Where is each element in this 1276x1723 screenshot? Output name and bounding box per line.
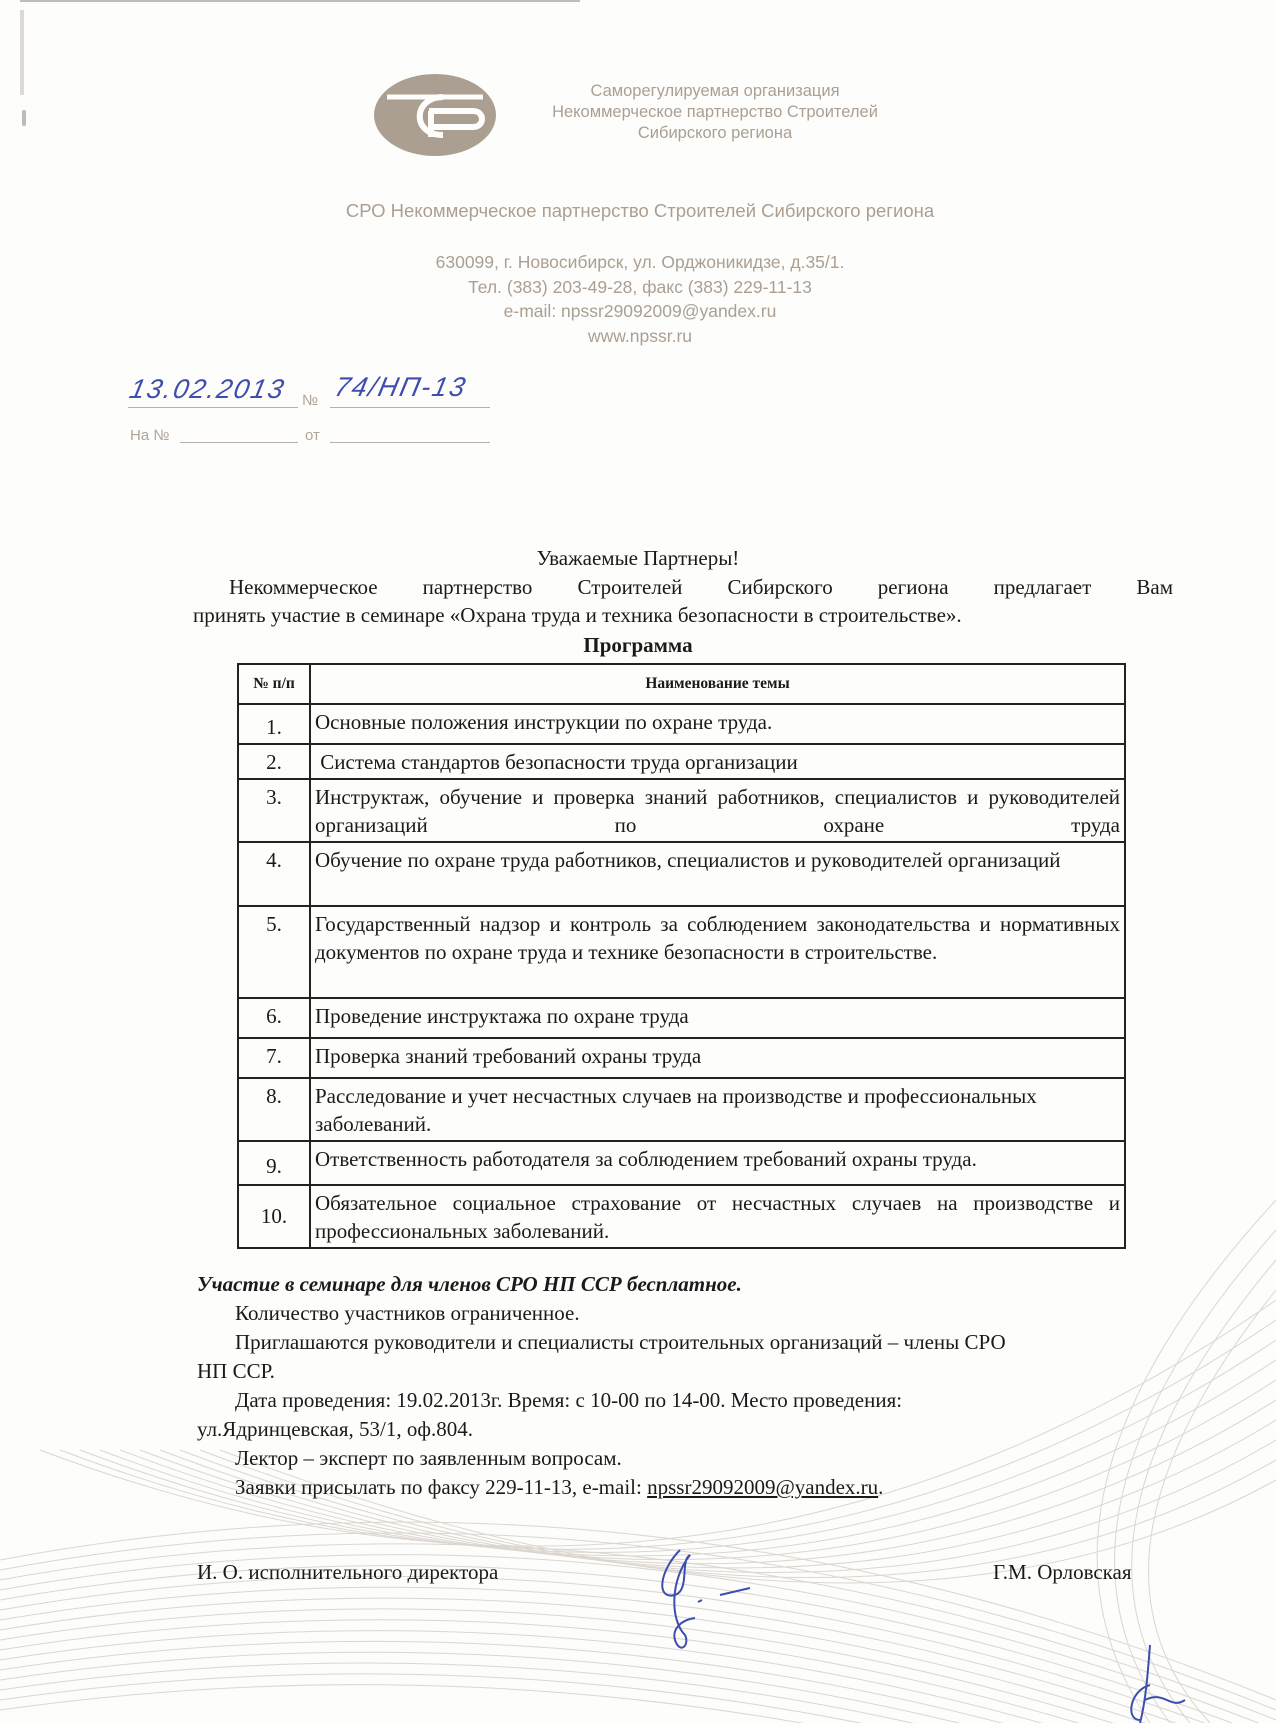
org-line: Некоммерческое партнерство Строителей bbox=[552, 103, 878, 121]
table-row bbox=[238, 779, 1125, 842]
table-row bbox=[238, 1141, 1125, 1185]
number-label: № bbox=[302, 392, 319, 409]
application-line bbox=[197, 1473, 1177, 1502]
company-full-name: СРО Некоммерческое партнерство Строителей Сибирского региона bbox=[345, 200, 935, 221]
handwritten-signature-icon bbox=[650, 1540, 810, 1660]
table-row bbox=[238, 744, 1125, 779]
application-text: Заявки присылать по факсу 229-11-13, e-mail: bbox=[235, 1475, 648, 1499]
reply-number-label: На № bbox=[130, 427, 170, 444]
row-topic: Расследование и учет несчастных случаев на производстве и профессиональных заболеваний. bbox=[310, 1078, 1125, 1141]
row-topic: Обучение по охране труда работников, специалистов и руководителей организаций bbox=[310, 842, 1125, 906]
application-suffix: . bbox=[878, 1475, 884, 1499]
row-topic: Система стандартов безопасности труда организации bbox=[310, 744, 1125, 779]
program-title: Программа bbox=[583, 633, 693, 657]
row-number: 10. bbox=[238, 1185, 310, 1248]
venue-line: ул.Ядринцевская, 53/1, оф.804. bbox=[197, 1417, 473, 1441]
intro-line: Некоммерческое партнерство Строителей Сибирского региона предлагает Вам bbox=[229, 575, 1173, 599]
scan-top-edge bbox=[20, 0, 580, 2]
phone-fax: Тел. (383) 203-49-28, факс (383) 229-11-13 bbox=[468, 276, 812, 297]
scan-left-edge bbox=[20, 10, 24, 95]
row-number: 2. bbox=[238, 744, 310, 779]
contact-address-block bbox=[330, 250, 950, 348]
row-number: 5. bbox=[238, 906, 310, 998]
reply-date-line bbox=[330, 442, 490, 443]
intro-line: принять участие в семинаре «Охрана труда и техника безопасности в строительстве». bbox=[193, 603, 962, 627]
row-number: 9. bbox=[238, 1141, 310, 1185]
row-number: 6. bbox=[238, 998, 310, 1038]
free-participation-note: Участие в семинаре для членов СРО НП ССР бесплатное. bbox=[197, 1272, 742, 1296]
row-number: 3. bbox=[238, 779, 310, 842]
org-title-block bbox=[520, 81, 910, 144]
table-row bbox=[238, 998, 1125, 1038]
handwritten-date: 13.02.2013 bbox=[126, 374, 289, 404]
row-topic: Обязательное социальное страхование от несчастных случаев на производстве и профессиональных заболеваний. bbox=[310, 1185, 1125, 1248]
contact-email: e-mail: npssr29092009@yandex.ru bbox=[503, 301, 777, 321]
table-row bbox=[238, 1038, 1125, 1078]
scan-hole-mark bbox=[22, 110, 26, 126]
lecturer-line: Лектор – эксперт по заявленным вопросам. bbox=[235, 1446, 622, 1470]
intro-paragraph bbox=[193, 573, 1173, 629]
row-number: 8. bbox=[238, 1078, 310, 1141]
signatory-position: И. О. исполнительного директора bbox=[197, 1560, 499, 1584]
org-line: Сибирского региона bbox=[637, 124, 793, 142]
signatory-name: Г.М. Орловская bbox=[993, 1560, 1132, 1584]
column-header-topic: Наименование темы bbox=[310, 664, 1125, 704]
row-topic: Основные положения инструкции по охране труда. bbox=[310, 704, 1125, 744]
row-topic: Инструктаж, обучение и проверка знаний работников, специалистов и руководителей организаций по охране труда bbox=[310, 779, 1125, 842]
greeting: Уважаемые Партнеры! bbox=[536, 546, 740, 570]
postal-address: 630099, г. Новосибирск, ул. Орджоникидзе, д.35/1. bbox=[435, 252, 845, 272]
limited-seats-note: Количество участников ограниченное. bbox=[235, 1301, 580, 1325]
row-topic: Проверка знаний требований охраны труда bbox=[310, 1038, 1125, 1078]
date-underline bbox=[128, 407, 298, 408]
website: www.npssr.ru bbox=[587, 325, 693, 346]
seminar-details bbox=[197, 1270, 1177, 1502]
row-number: 1. bbox=[238, 704, 310, 744]
column-header-number: № п/п bbox=[238, 664, 310, 704]
row-topic: Государственный надзор и контроль за соблюдением законодательства и нормативных документов по охране труда и технике безопасности в строительстве. bbox=[310, 906, 1125, 998]
handwritten-number: 74/НП-13 bbox=[331, 372, 470, 402]
row-number: 7. bbox=[238, 1038, 310, 1078]
reply-from-label: от bbox=[305, 427, 320, 444]
date-time-line: Дата проведения: 19.02.2013г. Время: с 10-00 по 14-00. Место проведения: bbox=[235, 1388, 903, 1412]
row-topic: Проведение инструктажа по охране труда bbox=[310, 998, 1125, 1038]
org-line: Саморегулируемая организация bbox=[590, 82, 840, 100]
table-row bbox=[238, 906, 1125, 998]
initials-signature-icon bbox=[1110, 1640, 1210, 1723]
table-row bbox=[238, 1185, 1125, 1248]
application-email-link[interactable]: npssr29092009@yandex.ru bbox=[647, 1475, 879, 1499]
table-row bbox=[238, 704, 1125, 744]
reply-number-line bbox=[180, 442, 298, 443]
program-table bbox=[237, 663, 1126, 1249]
row-number: 4. bbox=[238, 842, 310, 906]
table-row bbox=[238, 842, 1125, 906]
table-row bbox=[238, 1078, 1125, 1141]
invited-line: Приглашаются руководители и специалисты строительных организаций – члены СРО bbox=[235, 1330, 1006, 1354]
invited-line: НП ССР. bbox=[197, 1359, 275, 1383]
sro-logo-icon bbox=[373, 73, 497, 157]
table-header-row bbox=[238, 664, 1125, 704]
number-underline bbox=[330, 407, 490, 408]
row-topic: Ответственность работодателя за соблюдением требований охраны труда. bbox=[310, 1141, 1125, 1185]
